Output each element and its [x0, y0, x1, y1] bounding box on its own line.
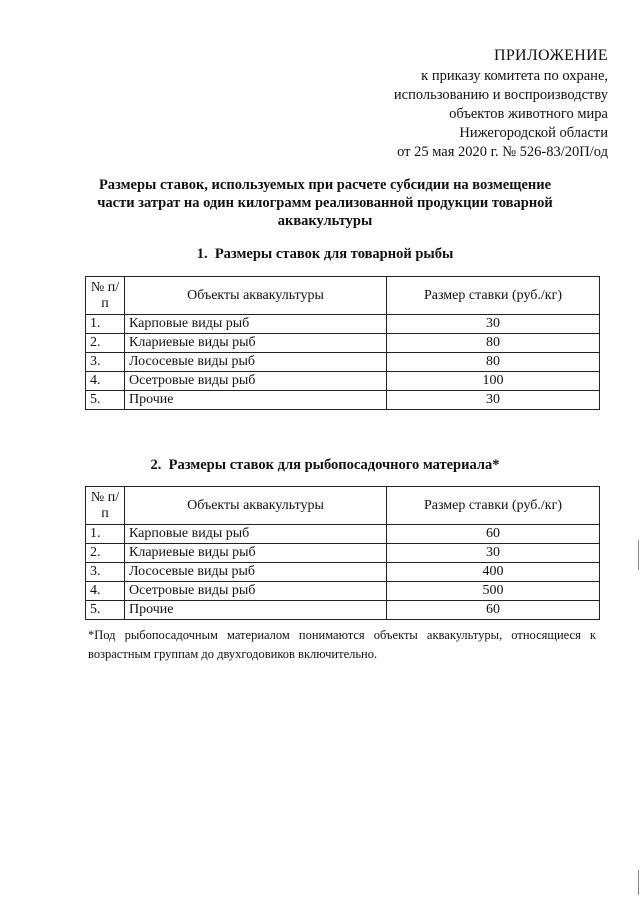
cell-rate: 30: [387, 544, 600, 563]
cell-object: Карповые виды рыб: [125, 525, 387, 544]
cell-number: 4.: [86, 372, 125, 391]
table-row: [86, 391, 600, 410]
column-header-object: Объекты аквакультуры: [125, 277, 387, 315]
table-header-row: [86, 487, 600, 525]
cell-number: 1.: [86, 525, 125, 544]
table-row: [86, 315, 600, 334]
table-row: [86, 582, 600, 601]
cell-rate: 500: [387, 582, 600, 601]
section-title: Размеры ставок для товарной рыбы: [214, 246, 454, 262]
section-2-heading: [60, 457, 590, 474]
table-row: [86, 563, 600, 582]
title-line: части затрат на один килограмм реализованной продукции товарной: [97, 195, 553, 211]
title-line: Размеры ставок, используемых при расчете субсидии на возмещение: [98, 177, 552, 193]
cell-number: 2.: [86, 334, 125, 353]
cell-rate: 80: [387, 334, 600, 353]
rates-table-commercial-fish: [85, 276, 600, 410]
cell-number: 1.: [86, 315, 125, 334]
cell-number: 4.: [86, 582, 125, 601]
column-header-number: № п/п: [86, 487, 125, 525]
annex-line: объектов животного мира: [449, 106, 608, 122]
cell-object: Осетровые виды рыб: [125, 372, 387, 391]
cell-object: Клариевые виды рыб: [125, 544, 387, 563]
section-title: Размеры ставок для рыбопосадочного материала*: [168, 457, 500, 473]
section-1-heading: [60, 246, 590, 263]
document-title: [60, 176, 590, 230]
scan-edge-mark: [638, 540, 639, 570]
annex-heading: ПРИЛОЖЕНИЕ: [493, 47, 608, 64]
cell-object: Карповые виды рыб: [125, 315, 387, 334]
annex-line: использованию и воспроизводству: [393, 87, 608, 103]
annex-line: Нижегородской области: [459, 125, 608, 141]
cell-object: Прочие: [125, 601, 387, 620]
table-row: [86, 353, 600, 372]
annex-line: к приказу комитета по охране,: [421, 68, 608, 84]
cell-rate: 30: [387, 315, 600, 334]
column-header-rate: Размер ставки (руб./кг): [387, 277, 600, 315]
cell-number: 5.: [86, 391, 125, 410]
cell-rate: 60: [387, 525, 600, 544]
column-header-object: Объекты аквакультуры: [125, 487, 387, 525]
table-row: [86, 525, 600, 544]
cell-object: Лососевые виды рыб: [125, 353, 387, 372]
cell-object: Осетровые виды рыб: [125, 582, 387, 601]
footnote: *Под рыбопосадочным материалом понимаются объекты аквакультуры, относящиеся к возрастным группам до двухгодовиков включительно.: [88, 628, 596, 661]
cell-rate: 80: [387, 353, 600, 372]
cell-rate: 30: [387, 391, 600, 410]
cell-rate: 100: [387, 372, 600, 391]
table-row: [86, 601, 600, 620]
column-header-rate: Размер ставки (руб./кг): [387, 487, 600, 525]
cell-number: 3.: [86, 353, 125, 372]
table-header-row: [86, 277, 600, 315]
annex-block: [394, 46, 608, 162]
cell-rate: 60: [387, 601, 600, 620]
cell-object: Прочие: [125, 391, 387, 410]
title-line: аквакультуры: [277, 213, 373, 229]
scan-edge-mark: [638, 870, 639, 895]
section-number: 2.: [150, 457, 162, 473]
cell-number: 5.: [86, 601, 125, 620]
cell-rate: 400: [387, 563, 600, 582]
cell-number: 2.: [86, 544, 125, 563]
table-row: [86, 372, 600, 391]
cell-object: Лососевые виды рыб: [125, 563, 387, 582]
rates-table-stocking-material: [85, 486, 600, 620]
section-number: 1.: [196, 246, 208, 262]
cell-object: Клариевые виды рыб: [125, 334, 387, 353]
cell-number: 3.: [86, 563, 125, 582]
table-row: [86, 544, 600, 563]
annex-line: от 25 мая 2020 г. № 526-83/20П/од: [397, 144, 608, 160]
table-row: [86, 334, 600, 353]
column-header-number: № п/п: [86, 277, 125, 315]
